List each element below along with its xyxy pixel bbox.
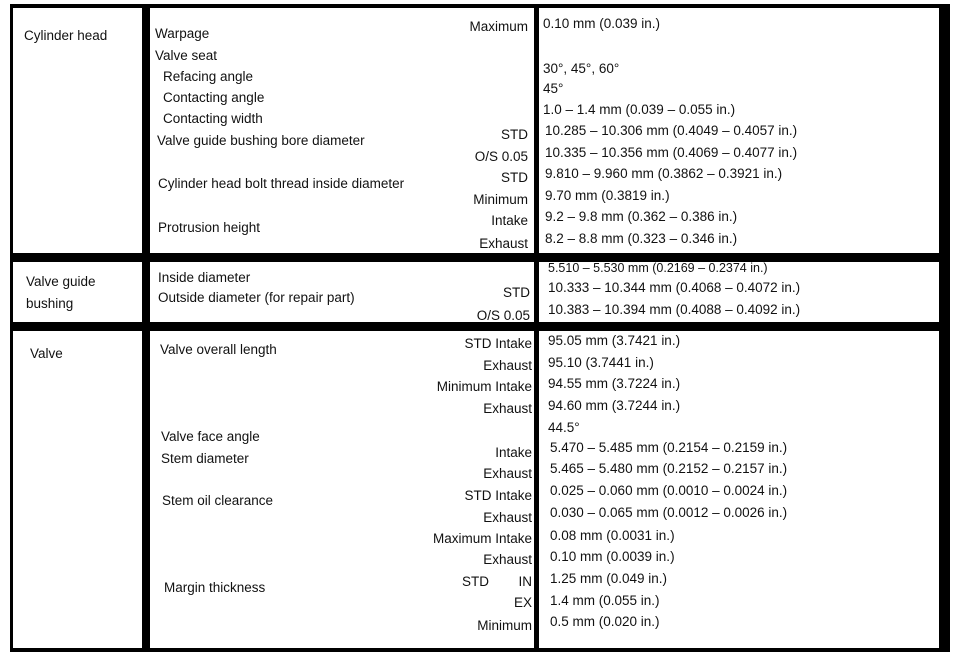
spec-value: 9.2 – 9.8 mm (0.362 – 0.386 in.) xyxy=(545,209,738,224)
spec-condition: STD Intake xyxy=(464,488,532,503)
spec-condition: IN xyxy=(518,574,532,589)
spec-value: 0.030 – 0.065 mm (0.0012 – 0.0026 in.) xyxy=(550,505,788,520)
spec-condition: O/S 0.05 xyxy=(474,149,528,164)
spec-condition: Exhaust xyxy=(483,401,532,416)
spec-condition: Exhaust xyxy=(479,236,528,251)
spec-item: Outside diameter (for repair part) xyxy=(158,290,355,305)
spec-value: 5.470 – 5.485 mm (0.2154 – 0.2159 in.) xyxy=(550,440,788,455)
section-label-valve-guide-bushing: Valve guide xyxy=(26,274,96,289)
spec-item: Contacting angle xyxy=(163,90,265,105)
spec-value: 10.333 – 10.344 mm (0.4068 – 0.4072 in.) xyxy=(548,280,801,295)
spec-value: 1.25 mm (0.049 in.) xyxy=(550,571,668,586)
spec-value: 9.810 – 9.960 mm (0.3862 – 0.3921 in.) xyxy=(545,166,783,181)
spec-value: 44.5° xyxy=(548,420,580,435)
spec-item: Valve guide bushing bore diameter xyxy=(157,133,365,148)
column-divider xyxy=(142,4,150,652)
spec-value: 0.10 mm (0.039 in.) xyxy=(543,16,661,31)
spec-value: 8.2 – 8.8 mm (0.323 – 0.346 in.) xyxy=(545,231,738,246)
spec-value: 5.465 – 5.480 mm (0.2152 – 0.2157 in.) xyxy=(550,461,788,476)
spec-item: Margin thickness xyxy=(164,580,266,595)
spec-value: 0.5 mm (0.020 in.) xyxy=(550,614,660,629)
spec-item: Inside diameter xyxy=(158,270,251,285)
spec-value: 1.4 mm (0.055 in.) xyxy=(550,593,660,608)
spec-condition: STD xyxy=(501,170,528,185)
table-border-top xyxy=(10,4,950,8)
spec-condition: Maximum xyxy=(469,19,528,34)
spec-value: 0.025 – 0.060 mm (0.0010 – 0.0024 in.) xyxy=(550,483,788,498)
spec-condition: Exhaust xyxy=(483,510,532,525)
column-divider xyxy=(534,4,539,652)
spec-condition: Maximum Intake xyxy=(432,531,532,546)
spec-condition: STD Intake xyxy=(464,336,532,351)
spec-condition: Exhaust xyxy=(483,466,532,481)
spec-value: 10.285 – 10.306 mm (0.4049 – 0.4057 in.) xyxy=(545,123,798,138)
spec-value: 94.55 mm (3.7224 in.) xyxy=(548,376,681,391)
spec-value: 1.0 – 1.4 mm (0.039 – 0.055 in.) xyxy=(543,102,736,117)
section-divider xyxy=(10,253,950,262)
spec-condition: Exhaust xyxy=(483,552,532,567)
spec-condition: Intake xyxy=(495,445,532,460)
section-label-valve-guide-bushing: bushing xyxy=(26,296,74,311)
section-label-valve: Valve xyxy=(30,346,63,361)
spec-item: Protrusion height xyxy=(158,220,261,235)
section-label-cylinder-head: Cylinder head xyxy=(24,28,108,43)
spec-item: Cylinder head bolt thread inside diameter xyxy=(158,176,405,191)
column-divider-right xyxy=(939,4,945,652)
spec-value: 0.10 mm (0.0039 in.) xyxy=(550,549,675,564)
spec-condition: STD xyxy=(503,285,530,300)
spec-item: Valve face angle xyxy=(161,429,260,444)
spec-condition: EX xyxy=(513,595,532,610)
spec-value: 9.70 mm (0.3819 in.) xyxy=(545,188,670,203)
spec-condition: STD xyxy=(462,574,489,589)
spec-value: 95.10 (3.7441 in.) xyxy=(548,355,654,370)
spec-item: Refacing angle xyxy=(163,69,254,84)
spec-item: Valve overall length xyxy=(160,342,277,357)
spec-condition: Minimum Intake xyxy=(436,379,532,394)
spec-item: Warpage xyxy=(155,26,210,41)
table-border-bottom xyxy=(10,648,950,652)
spec-condition: O/S 0.05 xyxy=(476,308,530,323)
spec-value: 5.510 – 5.530 mm (0.2169 – 0.2374 in.) xyxy=(548,261,768,275)
spec-value: 30°, 45°, 60° xyxy=(543,61,620,76)
spec-condition: Exhaust xyxy=(483,358,532,373)
spec-item: Stem oil clearance xyxy=(162,493,274,508)
spec-value: 10.383 – 10.394 mm (0.4088 – 0.4092 in.) xyxy=(548,302,801,317)
spec-condition: STD xyxy=(501,127,528,142)
spec-item: Stem diameter xyxy=(161,451,249,466)
spec-value: 95.05 mm (3.7421 in.) xyxy=(548,333,681,348)
spec-condition: Minimum xyxy=(477,618,532,633)
spec-value: 10.335 – 10.356 mm (0.4069 – 0.4077 in.) xyxy=(545,145,798,160)
spec-item: Valve seat xyxy=(155,48,218,63)
spec-condition: Intake xyxy=(491,213,528,228)
spec-value: 0.08 mm (0.0031 in.) xyxy=(550,528,675,543)
spec-condition: Minimum xyxy=(473,192,528,207)
spec-value: 45° xyxy=(543,81,564,96)
spec-item: Contacting width xyxy=(163,111,263,126)
spec-value: 94.60 mm (3.7244 in.) xyxy=(548,398,681,413)
